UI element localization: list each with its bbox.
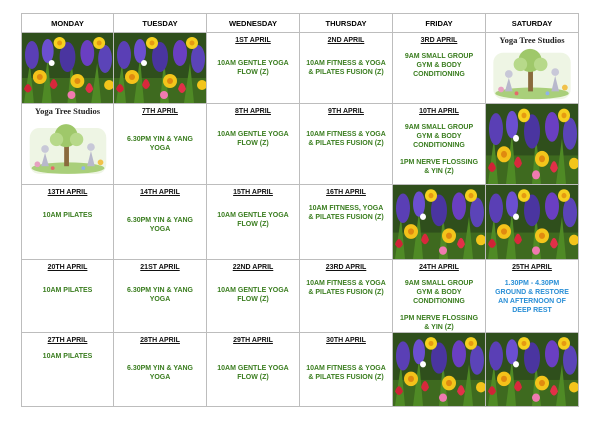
calendar-cell	[114, 33, 207, 104]
calendar-cell	[207, 260, 300, 333]
calendar-cell	[486, 185, 579, 260]
calendar-cell	[114, 260, 207, 333]
event-label: 9AM SMALL GROUP GYM & BODY CONDITIONING	[404, 53, 474, 78]
event-label: 10AM FITNESS & YOGA & PILATES FUSION (Z)	[306, 131, 386, 147]
event-label: 10AM PILATES	[42, 212, 93, 219]
event-label: 10AM FITNESS & YOGA & PILATES FUSION (Z)	[306, 280, 386, 296]
flower-image	[393, 333, 485, 406]
calendar-cell	[300, 185, 393, 260]
logo-title: Yoga Tree Studios	[499, 35, 565, 45]
calendar-cell	[207, 33, 300, 104]
calendar-cell	[300, 104, 393, 185]
date-label: 10TH APRIL	[419, 108, 459, 115]
event-label: 6.30PM YIN & YANG YOGA	[126, 365, 193, 381]
calendar-cell	[22, 104, 114, 185]
event-label: 9AM SMALL GROUP GYM & BODY CONDITIONING	[404, 280, 474, 305]
day-header-monday: MONDAY	[22, 14, 114, 33]
special-event-label: 1.30PM - 4.30PM GROUND & RESTORE AN AFTERNOON OF DEEP REST	[495, 280, 569, 314]
day-header-row	[22, 14, 579, 33]
calendar-table	[21, 13, 579, 407]
calendar-cell	[22, 185, 114, 260]
calendar-cell	[300, 333, 393, 407]
date-label: 14TH APRIL	[140, 189, 180, 196]
day-header-tuesday: TUESDAY	[114, 14, 207, 33]
day-header-friday: FRIDAY	[393, 14, 486, 33]
event-label: 10AM FITNESS, YOGA & PILATES FUSION (Z)	[308, 205, 384, 221]
date-label: 21ST APRIL	[140, 264, 180, 271]
calendar-cell	[393, 33, 486, 104]
week-row	[22, 104, 579, 185]
event-label: 10AM FITNESS & YOGA & PILATES FUSION (Z)	[306, 60, 386, 76]
event-label: 6.30PM YIN & YANG YOGA	[126, 217, 193, 233]
flower-image	[393, 185, 485, 259]
week-row	[22, 260, 579, 333]
flower-image	[114, 33, 206, 103]
date-label: 13TH APRIL	[47, 189, 88, 196]
date-label: 23RD APRIL	[325, 264, 367, 271]
week-row	[22, 185, 579, 260]
event-label: 10AM FITNESS & YOGA & PILATES FUSION (Z)	[306, 365, 386, 381]
week-row	[22, 33, 579, 104]
date-label: 27TH APRIL	[47, 337, 88, 344]
event-label: 6.30PM YIN & YANG YOGA	[126, 136, 193, 152]
date-label: 7TH APRIL	[142, 108, 178, 115]
calendar-cell	[207, 185, 300, 260]
date-label: 16TH APRIL	[326, 189, 366, 196]
event-label: 6.30PM YIN & YANG YOGA	[126, 287, 193, 303]
date-label: 30TH APRIL	[326, 337, 366, 344]
date-label: 20TH APRIL	[47, 264, 88, 271]
event-label: 10AM PILATES	[42, 353, 93, 360]
calendar-cell	[300, 260, 393, 333]
calendar-cell	[393, 333, 486, 407]
calendar-cell	[486, 33, 579, 104]
event-label: 10AM PILATES	[42, 287, 93, 294]
calendar-cell	[393, 260, 486, 333]
event-label: 10AM GENTLE YOGA FLOW (Z)	[217, 212, 289, 228]
calendar-cell	[22, 333, 114, 407]
date-label: 24TH APRIL	[419, 264, 459, 271]
calendar-cell	[207, 333, 300, 407]
flower-image	[486, 104, 578, 184]
calendar-cell	[114, 185, 207, 260]
calendar-cell	[486, 104, 579, 185]
day-header-wednesday: WEDNESDAY	[207, 14, 300, 33]
event-label: 10AM GENTLE YOGA FLOW (Z)	[217, 131, 289, 147]
day-header-saturday: SATURDAY	[486, 14, 579, 33]
week-row	[22, 333, 579, 407]
calendar-cell	[114, 104, 207, 185]
calendar-cell	[486, 333, 579, 407]
date-label: 29TH APRIL	[233, 337, 273, 344]
date-label: 1ST APRIL	[235, 37, 271, 44]
date-label: 8TH APRIL	[235, 108, 271, 115]
date-label: 3RD APRIL	[420, 37, 458, 44]
event-label: 10AM GENTLE YOGA FLOW (Z)	[217, 60, 289, 76]
event-label: 9AM SMALL GROUP GYM & BODY CONDITIONING	[404, 124, 474, 149]
event-label: 1PM NERVE FLOSSING & YIN (Z)	[399, 159, 479, 175]
flower-image	[486, 185, 578, 259]
date-label: 2ND APRIL	[327, 37, 365, 44]
calendar-cell	[22, 33, 114, 104]
date-label: 25TH APRIL	[512, 264, 552, 271]
day-header-thursday: THURSDAY	[300, 14, 393, 33]
flower-image	[486, 333, 578, 406]
yoga-tree-logo-image	[24, 116, 112, 182]
calendar-cell	[486, 260, 579, 333]
calendar-cell	[114, 333, 207, 407]
date-label: 15TH APRIL	[233, 189, 273, 196]
calendar-cell	[22, 260, 114, 333]
event-label: 10AM GENTLE YOGA FLOW (Z)	[217, 365, 289, 381]
yoga-tree-logo-image	[487, 45, 577, 103]
calendar-cell	[393, 185, 486, 260]
logo-title: Yoga Tree Studios	[34, 106, 101, 116]
date-label: 28TH APRIL	[140, 337, 180, 344]
calendar-cell	[300, 33, 393, 104]
event-label: 10AM GENTLE YOGA FLOW (Z)	[217, 287, 289, 303]
date-label: 22ND APRIL	[232, 264, 274, 271]
calendar-cell	[393, 104, 486, 185]
flower-image	[22, 33, 113, 103]
date-label: 9TH APRIL	[328, 108, 364, 115]
event-label: 1PM NERVE FLOSSING & YIN (Z)	[399, 315, 479, 331]
calendar-cell	[207, 104, 300, 185]
